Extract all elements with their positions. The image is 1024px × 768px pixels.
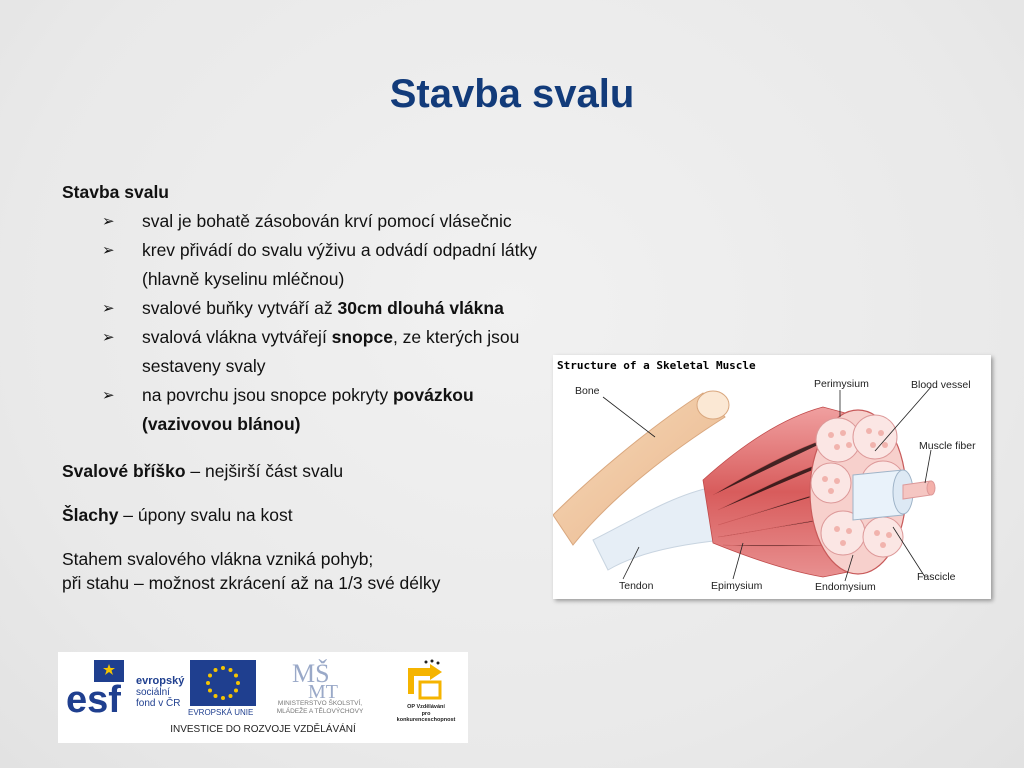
term: Svalové bříško — [62, 461, 186, 481]
term: Šlachy — [62, 505, 119, 525]
bullet-text-cont: (hlavně kyselinu mléčnou) — [142, 269, 345, 289]
bullet-text-cont: sestaveny svaly — [142, 356, 266, 376]
funding-logos-banner — [58, 652, 468, 743]
msmt-line: MLÁDEŽE A TĚLOVÝCHOVY — [276, 708, 364, 715]
slide-content — [62, 178, 622, 595]
svg-text:MT: MT — [308, 681, 338, 698]
section-heading: Stavba svalu — [62, 182, 169, 202]
esf-line: evropský — [136, 675, 185, 687]
bullet-text: svalová vlákna vytvářejí — [142, 327, 332, 347]
label-tendon: Tendon — [619, 580, 654, 592]
op-logo — [400, 658, 450, 702]
label-muscle-fiber: Muscle fiber — [919, 440, 976, 452]
label-bone: Bone — [575, 385, 600, 397]
paragraph-contraction — [62, 547, 622, 595]
definition: – nejširší část svalu — [185, 461, 344, 481]
msmt-line: MINISTERSTVO ŠKOLSTVÍ, — [277, 700, 363, 707]
bullet-item — [62, 294, 622, 323]
arrow-bullet-icon: ➢ — [102, 387, 115, 404]
op-line: OP Vzdělávání — [407, 704, 445, 710]
bullet-item — [62, 381, 622, 439]
figure-title: Structure of a Skeletal Muscle — [557, 359, 756, 372]
bullet-item — [62, 236, 622, 294]
esf-line: fond v ČR — [136, 698, 181, 709]
msmt-logo — [286, 658, 356, 698]
arrow-bullet-icon: ➢ — [102, 213, 115, 230]
arrow-bullet-icon: ➢ — [102, 300, 115, 317]
logos-caption: INVESTICE DO ROZVOJE VZDĚLÁVÁNÍ — [170, 724, 356, 735]
arrow-bullet-icon: ➢ — [102, 329, 115, 346]
paragraph-line: Stahem svalového vlákna vzniká pohyb; — [62, 549, 374, 569]
bullet-text: svalové buňky vytváří až — [142, 298, 338, 318]
op-line: pro konkurenceschopnost — [396, 710, 456, 723]
paragraph-belly — [62, 459, 622, 483]
arrow-bullet-icon: ➢ — [102, 242, 115, 259]
bullet-text: na povrchu jsou snopce pokryty — [142, 385, 393, 405]
op-text — [392, 704, 460, 724]
eu-flag-icon — [190, 660, 256, 706]
label-epimysium: Epimysium — [711, 580, 763, 592]
bone-end — [697, 391, 729, 419]
definition: – úpony svalu na kost — [118, 505, 293, 525]
bullet-bold-text: povázkou — [392, 385, 474, 405]
bullet-item — [62, 207, 622, 236]
paragraph-tendons — [62, 503, 622, 527]
svg-text:esf: esf — [66, 679, 121, 720]
bullet-bold-text: 30cm dlouhá vlákna — [337, 298, 504, 318]
muscle-structure-figure — [553, 355, 991, 599]
slide-title: Stavba svalu — [389, 72, 635, 116]
bullet-text: krev přivádí do svalu výživu a odvádí odpadní látky — [142, 240, 537, 260]
msmt-text — [262, 700, 378, 716]
bullet-bold-text: snopce — [331, 327, 393, 347]
bullet-text-cont: (vazivovou blánou) — [142, 414, 301, 434]
label-endomysium: Endomysium — [815, 581, 876, 593]
paragraph-line: při stahu – možnost zkrácení až na 1/3 své délky — [62, 573, 441, 593]
label-fascicle: Fascicle — [917, 571, 956, 583]
bullet-item — [62, 323, 622, 381]
esf-line: sociální — [136, 687, 170, 698]
esf-logo — [66, 660, 136, 720]
label-blood-vessel: Blood vessel — [911, 379, 971, 391]
bullet-text: sval je bohatě zásobován krví pomocí vlásečnic — [142, 211, 512, 231]
esf-text — [136, 676, 184, 709]
muscle-diagram — [553, 355, 991, 599]
label-perimysium: Perimysium — [814, 378, 869, 390]
eu-text: EVROPSKÁ UNIE — [188, 708, 254, 717]
bullet-text: , ze kterých jsou — [392, 327, 520, 347]
svg-text:MŠ: MŠ — [292, 659, 330, 688]
